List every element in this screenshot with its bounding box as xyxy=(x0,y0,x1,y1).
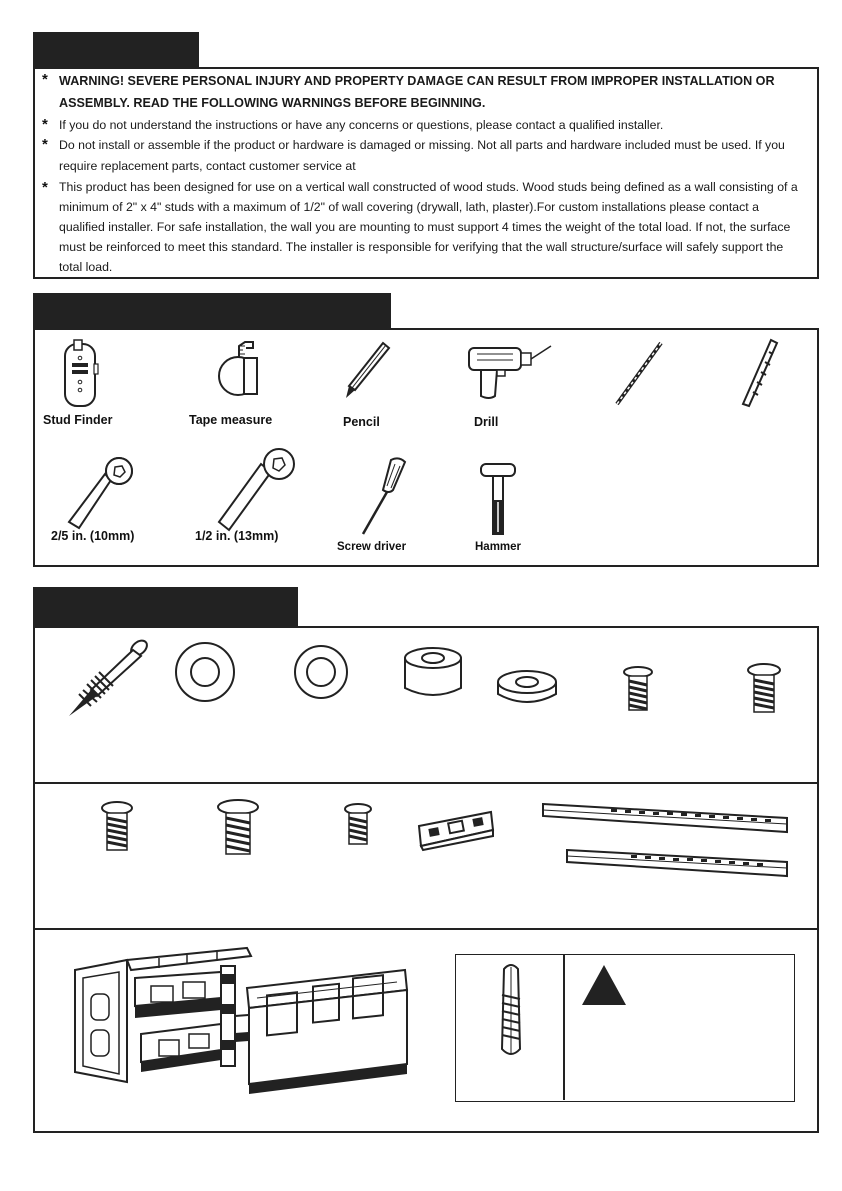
stud-finder-icon xyxy=(61,338,101,410)
bolt-medium-icon xyxy=(745,662,783,716)
tv-mount-icon xyxy=(71,944,415,1104)
tool-label-drill: Drill xyxy=(474,415,499,429)
tape-measure-icon xyxy=(215,338,261,398)
tool-label-hammer: Hammer xyxy=(475,541,522,553)
spacer-tall-icon xyxy=(401,646,465,700)
warning-item-3-line-3: qualified installer. For safe installation, the wall you are mounting to must support 4 times the weight of the total load. If not, the surface xyxy=(59,220,791,234)
warning-item-3-line-2: minimum of 2" x 4" studs with a maximum of 1/2" of wall covering (drywall, lath, plaster).For custom installations please contact a xyxy=(59,200,759,214)
warning-item-2-line-1: Do not install or assemble if the product or hardware is damaged or missing. Not all parts and hardware included must be used. If you xyxy=(59,138,785,152)
bubble-level-icon xyxy=(415,808,497,852)
tool-label-tape-measure: Tape measure xyxy=(189,413,273,427)
wall-anchor-icon xyxy=(496,961,526,1061)
drill-bit-small-icon xyxy=(611,340,667,408)
drill-bit-large-icon xyxy=(739,338,779,410)
spacer-short-icon xyxy=(495,668,559,710)
bullet-asterisk: * xyxy=(42,136,48,153)
lag-bolt-icon xyxy=(57,636,153,720)
warning-main-line-1: WARNING! SEVERE PERSONAL INJURY AND PROPERTY DAMAGE CAN RESULT FROM IMPROPER INSTALLATION OR xyxy=(59,74,775,88)
warnings-box xyxy=(33,67,819,279)
tool-label-stud-finder: Stud Finder xyxy=(43,413,113,427)
bullet-asterisk: * xyxy=(42,71,48,88)
tools-section-tab xyxy=(33,293,391,329)
bullet-asterisk: * xyxy=(42,116,48,133)
tools-box xyxy=(33,328,819,567)
wrench-large-icon xyxy=(215,446,299,536)
bolt-m8-icon xyxy=(215,798,261,858)
screwdriver-icon xyxy=(355,454,411,538)
warning-item-3-line-4: must be reinforced to meet this standard. The installer is responsible for verifying that the wall structure/surface will safely support the xyxy=(59,240,784,254)
hardware-divider-2 xyxy=(35,928,817,930)
tool-label-wrench-small: 2/5 in. (10mm) xyxy=(51,529,135,543)
pencil-icon xyxy=(343,340,393,402)
caution-triangle-icon xyxy=(580,963,628,1007)
warnings-section-tab xyxy=(33,32,199,68)
bolt-short-icon xyxy=(621,664,655,714)
washer-small-icon xyxy=(291,642,351,702)
drill-icon xyxy=(467,344,553,402)
washer-large-icon xyxy=(173,640,237,704)
warning-item-2-line-2: require replacement parts, contact customer service at xyxy=(59,159,356,173)
warning-main-line-2: ASSEMBLY. READ THE FOLLOWING WARNINGS BEFORE BEGINNING. xyxy=(59,96,486,110)
wrench-small-icon xyxy=(65,454,137,534)
warning-item-3-line-5: total load. xyxy=(59,260,113,274)
anchor-panel-divider xyxy=(563,955,565,1100)
tool-label-pencil: Pencil xyxy=(343,415,380,429)
bullet-asterisk: * xyxy=(42,179,48,196)
bolt-m6-icon xyxy=(99,800,135,854)
hardware-box xyxy=(33,626,819,1133)
hammer-icon xyxy=(479,460,519,538)
warning-item-1: If you do not understand the instructions or have any concerns or questions, please contact a qualified installer. xyxy=(59,118,664,132)
wall-plate-rails-icon xyxy=(541,798,791,898)
hardware-divider-1 xyxy=(35,782,817,784)
hardware-section-tab xyxy=(33,587,298,627)
warning-item-3-line-1: This product has been designed for use on a vertical wall constructed of wood studs. Wood studs being defined as a wall consisting of a xyxy=(59,180,798,194)
tool-label-screwdriver: Screw driver xyxy=(337,541,407,553)
bolt-m5-icon xyxy=(341,802,375,848)
anchor-caution-panel xyxy=(455,954,795,1102)
tool-label-wrench-large: 1/2 in. (13mm) xyxy=(195,529,279,543)
